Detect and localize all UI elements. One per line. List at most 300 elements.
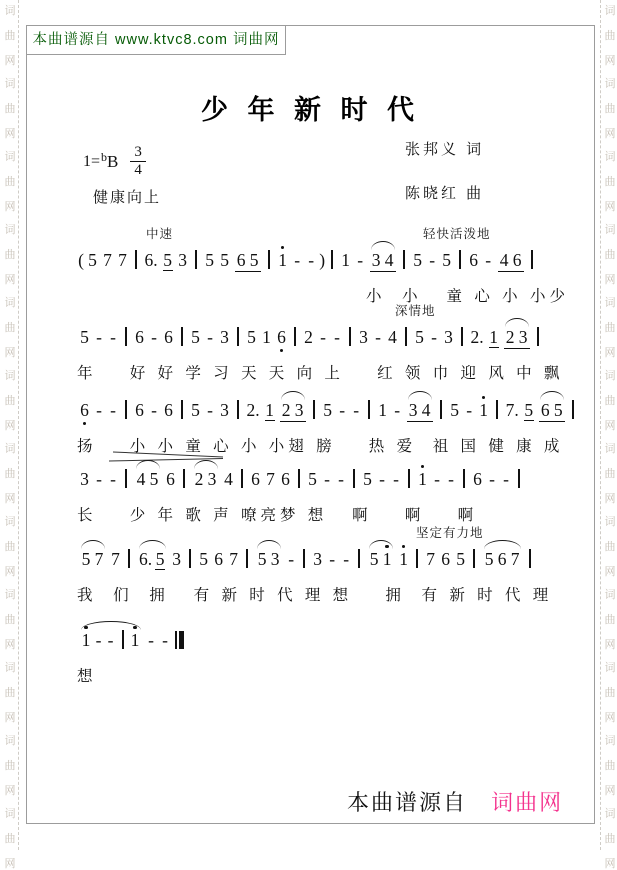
lyrics-row: 长 少 年 歌 声 嘹亮梦 想 啊 啊 啊 [77, 507, 478, 524]
note-group [193, 469, 219, 490]
key-tonic: B [107, 151, 119, 171]
note-group [498, 250, 524, 272]
note-digit: 7. [505, 400, 519, 420]
lyrics-row: 想 [77, 668, 97, 685]
border-watermark-char: 词 [4, 516, 16, 528]
duration-dash: - [334, 327, 340, 347]
border-watermark-char: 网 [604, 785, 616, 797]
border-watermark-char: 曲 [604, 103, 616, 115]
note-digit: 5 [308, 469, 317, 489]
barline [463, 469, 465, 488]
note-digit: 6 [277, 327, 287, 347]
border-watermark-char: 词 [604, 735, 616, 747]
note-digit: 1 [81, 630, 91, 650]
octave-dot-high [385, 545, 388, 548]
barline [368, 400, 370, 419]
right-border-watermark [603, 0, 617, 870]
lyrics-row: 扬 小 小 童 心 小 小翅 膀 热 爱 祖 国 健 康 成 [77, 438, 564, 455]
note-digit: 3 [444, 327, 453, 347]
border-watermark-char: 词 [604, 516, 616, 528]
border-watermark-char: 词 [604, 370, 616, 382]
note-digit: 3 [313, 549, 322, 569]
duration-dash: - [96, 469, 102, 489]
note-digit: 5 [369, 549, 379, 569]
note-digit: 5 [553, 400, 563, 420]
duration-dash: - [338, 469, 344, 489]
note-digit: 7 [510, 549, 520, 569]
note-digit: 5 [257, 549, 267, 569]
expression-label-row [77, 598, 594, 624]
duration-dash: - [96, 400, 102, 420]
note-digit: 3 [294, 400, 304, 420]
note-digit: 1 [399, 549, 409, 569]
note-digit: 6 [469, 250, 478, 270]
barline [403, 250, 405, 269]
duration-dash: - [148, 630, 154, 650]
border-watermark-char: 网 [604, 566, 616, 578]
barline [405, 327, 407, 346]
duration-dash: - [207, 327, 213, 347]
flat-sign: b [101, 150, 108, 164]
border-watermark-char: 词 [4, 224, 16, 236]
barline [349, 327, 351, 346]
border-watermark-char: 曲 [4, 103, 16, 115]
border-watermark-char: 曲 [4, 249, 16, 261]
note-digit: 6 [214, 549, 223, 569]
note-digit: 5 [88, 250, 97, 270]
barline [313, 400, 315, 419]
note-digit: 5 [450, 400, 459, 420]
octave-dot-high [402, 545, 405, 548]
note-group [504, 327, 530, 349]
border-watermark-char: 网 [4, 566, 16, 578]
note-digit: 5 [205, 250, 214, 270]
notes-row [77, 244, 594, 280]
note-digit: 1 [341, 250, 350, 270]
duration-dash: - [431, 327, 437, 347]
border-watermark-char: 曲 [604, 322, 616, 334]
octave-dot-high [421, 465, 424, 468]
border-watermark-char: 词 [604, 297, 616, 309]
duration-dash: - [466, 400, 473, 420]
note-digit: 5 [249, 250, 259, 270]
duration-dash: - [107, 630, 114, 650]
note-digit: 3 [220, 327, 229, 347]
note-group [368, 549, 394, 570]
note-digit: 5 [155, 549, 165, 569]
barline [181, 327, 183, 346]
duration-dash: - [110, 400, 116, 420]
barline [122, 630, 124, 649]
border-watermark-char: 词 [4, 151, 16, 163]
barline [303, 549, 305, 568]
duration-dash: - [339, 400, 346, 420]
duration-dash: - [110, 469, 116, 489]
note-digit: 7 [111, 549, 120, 569]
time-denominator: 4 [134, 162, 142, 178]
note-group [483, 549, 522, 570]
note-digit: 5 [524, 400, 534, 420]
border-watermark-char: 网 [4, 712, 16, 724]
duration-dash: - [429, 250, 436, 270]
barline [459, 250, 461, 269]
note-digit: 5 [220, 250, 229, 270]
note-digit: 4 [136, 469, 146, 489]
score-line [27, 437, 594, 525]
note-group [235, 250, 261, 272]
note-digit: 5 [191, 327, 200, 347]
duration-dash: - [308, 250, 315, 270]
barline [195, 250, 197, 269]
note-digit: 3 [220, 400, 229, 420]
note-digit: 4 [224, 469, 233, 489]
border-watermark-char: 曲 [4, 541, 16, 553]
barline [440, 400, 442, 419]
octave-dot-low [280, 349, 283, 352]
border-watermark-char: 网 [604, 347, 616, 359]
lyrics-row: 小 小 童 心 小 小少 [366, 288, 569, 305]
border-watermark-char: 曲 [604, 249, 616, 261]
note-digit: 5 [363, 469, 372, 489]
border-watermark-char: 曲 [604, 30, 616, 42]
barline [237, 400, 239, 419]
border-watermark-char: 曲 [4, 176, 16, 188]
border-watermark-char: 曲 [604, 395, 616, 407]
note-digit: 6 [441, 549, 450, 569]
border-watermark-char: 词 [4, 443, 16, 455]
expression-label-row [77, 517, 594, 543]
note-digit: 3 [207, 469, 217, 489]
subtitle-motto: 健康向上 [93, 189, 162, 206]
barline [473, 549, 475, 568]
barline [135, 250, 137, 269]
border-watermark-char: 词 [604, 224, 616, 236]
duration-dash: - [489, 469, 495, 489]
border-watermark-char: 网 [604, 493, 616, 505]
barline [128, 549, 130, 568]
footer-attribution [347, 786, 563, 817]
duration-dash: - [379, 469, 385, 489]
score-line [27, 517, 594, 605]
duration-dash: - [294, 250, 301, 270]
note-group [256, 549, 282, 570]
expression-label-row [77, 368, 594, 394]
barline [358, 549, 360, 568]
note-digit: 2 [194, 469, 204, 489]
barline [189, 549, 191, 568]
right-dashed-line [600, 0, 601, 850]
duration-dash: - [324, 469, 330, 489]
note-digit: 7 [266, 469, 275, 489]
border-watermark-char: 曲 [604, 687, 616, 699]
border-watermark-char: 网 [4, 639, 16, 651]
border-watermark-char: 曲 [4, 833, 16, 845]
note-digit: 7 [229, 549, 238, 569]
note-digit: 6 [80, 400, 90, 420]
note-digit: 4 [499, 250, 509, 270]
note-digit: 5 [442, 250, 451, 270]
barline [294, 327, 296, 346]
note-digit: 2 [281, 400, 291, 420]
border-watermark-char: 曲 [604, 760, 616, 772]
note-digit: 3 [371, 250, 381, 270]
song-title: 少 年 新 时 代 [200, 95, 420, 125]
note-digit: 7 [94, 549, 104, 569]
note-digit: 5 [413, 250, 422, 270]
expression-label: 中速 [146, 227, 174, 241]
note-group [80, 549, 106, 570]
left-dashed-line [18, 0, 19, 850]
duration-dash: - [151, 400, 157, 420]
border-watermark-char: 网 [4, 55, 16, 67]
barline [518, 469, 520, 488]
border-watermark-char: 词 [604, 78, 616, 90]
border-watermark-char: 网 [4, 128, 16, 140]
note-group [539, 400, 565, 422]
barline [241, 469, 243, 488]
border-watermark-char: 网 [4, 274, 16, 286]
note-digit: 2 [304, 327, 313, 347]
note-digit: 5 [415, 327, 424, 347]
border-watermark-char: 网 [604, 858, 616, 870]
note-digit: 5 [80, 327, 89, 347]
note-group [407, 400, 433, 422]
barline [268, 250, 270, 269]
parenthesis: ( [78, 250, 84, 270]
barline [237, 327, 239, 346]
barline [246, 549, 248, 568]
duration-dash: - [503, 469, 509, 489]
note-digit: 1 [479, 400, 489, 420]
border-watermark-char: 曲 [4, 30, 16, 42]
octave-dot-high [281, 246, 284, 249]
barline [353, 469, 355, 488]
border-watermark-char: 网 [4, 201, 16, 213]
footer-brand-link[interactable]: 词曲网 [491, 790, 564, 815]
note-digit: 5 [191, 400, 200, 420]
lyrics-row: 年 好 好 学 习 天 天 向 上 红 领 巾 迎 风 中 飘 [77, 365, 564, 382]
note-digit: 5 [163, 250, 172, 270]
duration-dash: - [110, 327, 116, 347]
final-barline [175, 631, 184, 649]
barline [408, 469, 410, 488]
barline [537, 327, 539, 346]
barline [531, 250, 533, 269]
note-digit: 6. [139, 549, 153, 569]
note-group [138, 549, 167, 570]
note-digit: 6 [497, 549, 507, 569]
note-digit: 1 [278, 250, 288, 270]
left-border-watermark [3, 0, 17, 870]
octave-dot-high [482, 396, 485, 399]
source-attribution-text: 本曲谱源自 www.ktvc8.com 词曲网 [32, 32, 280, 48]
border-watermark-char: 网 [4, 785, 16, 797]
note-group [280, 400, 306, 422]
border-watermark-char: 网 [4, 420, 16, 432]
barline [125, 327, 127, 346]
expression-label: 轻快活泼地 [423, 227, 491, 241]
note-digit: 3 [270, 549, 280, 569]
border-watermark-char: 曲 [604, 541, 616, 553]
border-watermark-char: 网 [604, 128, 616, 140]
border-watermark-char: 词 [4, 370, 16, 382]
score-body [27, 26, 594, 823]
note-digit: 6 [512, 250, 522, 270]
note-digit: 4 [388, 327, 397, 347]
barline [125, 400, 127, 419]
barline [461, 327, 463, 346]
note-digit: 6 [473, 469, 482, 489]
expression-label: 坚定有力地 [416, 526, 484, 540]
border-watermark-char: 词 [604, 589, 616, 601]
duration-dash: - [485, 250, 492, 270]
note-digit: 6 [251, 469, 260, 489]
note-digit: 5 [323, 400, 332, 420]
note-digit: 2 [505, 327, 515, 347]
border-watermark-char: 网 [604, 420, 616, 432]
note-digit: 7 [103, 250, 112, 270]
footer-prefix: 本曲谱源自 [347, 790, 468, 815]
border-watermark-char: 词 [4, 662, 16, 674]
note-digit: 1 [382, 549, 392, 569]
duration-dash: - [343, 549, 350, 569]
duration-dash: - [207, 400, 213, 420]
duration-dash: - [375, 327, 381, 347]
border-watermark-char: 词 [4, 808, 16, 820]
note-digit: 1 [262, 327, 271, 347]
note-digit: 3 [172, 549, 181, 569]
border-watermark-char: 词 [4, 78, 16, 90]
notes-row [77, 543, 594, 579]
duration-dash: - [357, 250, 364, 270]
composer-credit: 陈晓红 曲 [405, 185, 485, 202]
note-digit: 2. [246, 400, 260, 420]
note-digit: 4 [384, 250, 394, 270]
duration-dash: - [288, 549, 295, 569]
border-watermark-char: 词 [4, 297, 16, 309]
octave-dot-high [133, 626, 136, 629]
note-digit: 5 [81, 549, 91, 569]
note-digit: 6 [135, 400, 144, 420]
border-watermark-char: 词 [604, 443, 616, 455]
border-watermark-char: 网 [4, 493, 16, 505]
note-digit: 5 [199, 549, 208, 569]
note-digit: 3 [80, 469, 89, 489]
duration-dash: - [320, 327, 326, 347]
note-digit: 6 [281, 469, 290, 489]
note-digit: 6 [135, 327, 144, 347]
duration-dash: - [151, 327, 157, 347]
note-digit: 6 [164, 400, 173, 420]
border-watermark-char: 网 [604, 201, 616, 213]
duration-dash: - [393, 469, 399, 489]
note-digit: 1 [418, 469, 428, 489]
barline [572, 400, 574, 419]
barline [183, 469, 185, 488]
duration-dash: - [448, 469, 454, 489]
duration-dash: - [434, 469, 440, 489]
note-digit: 6 [164, 327, 173, 347]
note-digit: 1 [489, 327, 498, 347]
border-watermark-char: 曲 [4, 687, 16, 699]
barline [181, 400, 183, 419]
duration-dash: - [394, 400, 401, 420]
lyricist-credit: 张邦义 词 [405, 141, 485, 158]
note-digit: 3 [178, 250, 187, 270]
border-watermark-char: 词 [604, 808, 616, 820]
border-watermark-char: 词 [4, 735, 16, 747]
note-group [80, 630, 142, 651]
octave-dot-low [83, 422, 86, 425]
score-line [27, 218, 594, 306]
note-digit: 1 [265, 400, 274, 420]
notes-row [77, 624, 594, 660]
barline [298, 469, 300, 488]
notes-row [77, 321, 594, 357]
key-prefix: 1= [83, 152, 101, 170]
note-digit: 4 [421, 400, 431, 420]
note-digit: 1 [130, 630, 140, 650]
border-watermark-char: 曲 [4, 614, 16, 626]
border-watermark-char: 网 [4, 347, 16, 359]
border-watermark-char: 曲 [4, 760, 16, 772]
expression-label: 深情地 [395, 304, 436, 318]
note-digit: 7 [426, 549, 435, 569]
border-watermark-char: 词 [604, 5, 616, 17]
notes-row [77, 394, 594, 430]
border-watermark-char: 网 [604, 712, 616, 724]
duration-dash: - [353, 400, 360, 420]
note-digit: 6 [166, 469, 175, 489]
barline [496, 400, 498, 419]
note-digit: 6 [236, 250, 246, 270]
border-watermark-char: 曲 [604, 176, 616, 188]
border-watermark-char: 曲 [604, 614, 616, 626]
border-watermark-char: 网 [604, 639, 616, 651]
duration-dash: - [162, 630, 168, 650]
note-digit: 5 [247, 327, 256, 347]
note-digit: 1 [378, 400, 387, 420]
border-watermark-char: 词 [4, 589, 16, 601]
border-watermark-char: 曲 [4, 322, 16, 334]
score-line [27, 598, 594, 686]
border-watermark-char: 词 [604, 151, 616, 163]
duration-dash: - [329, 549, 336, 569]
time-numerator: 3 [130, 144, 146, 162]
note-group [135, 469, 161, 490]
note-digit: 2. [470, 327, 484, 347]
border-watermark-char: 曲 [604, 833, 616, 845]
border-watermark-char: 词 [4, 5, 16, 17]
note-digit: 6. [144, 250, 158, 270]
border-watermark-char: 曲 [4, 395, 16, 407]
duration-dash: - [95, 630, 102, 650]
lyrics-row: 我 们 拥 有 新 时 代 理 想 拥 有 新 时 代 理 [77, 587, 553, 604]
note-digit: 3 [408, 400, 418, 420]
note-digit: 5 [484, 549, 494, 569]
border-watermark-char: 词 [604, 662, 616, 674]
note-digit: 3 [518, 327, 528, 347]
border-watermark-char: 网 [604, 55, 616, 67]
barline [125, 469, 127, 488]
note-digit: 7 [118, 250, 127, 270]
border-watermark-char: 网 [604, 274, 616, 286]
barline [331, 250, 333, 269]
border-watermark-char: 网 [4, 858, 16, 870]
note-digit: 6 [540, 400, 550, 420]
expression-label-row [77, 218, 594, 244]
border-watermark-char: 曲 [4, 468, 16, 480]
